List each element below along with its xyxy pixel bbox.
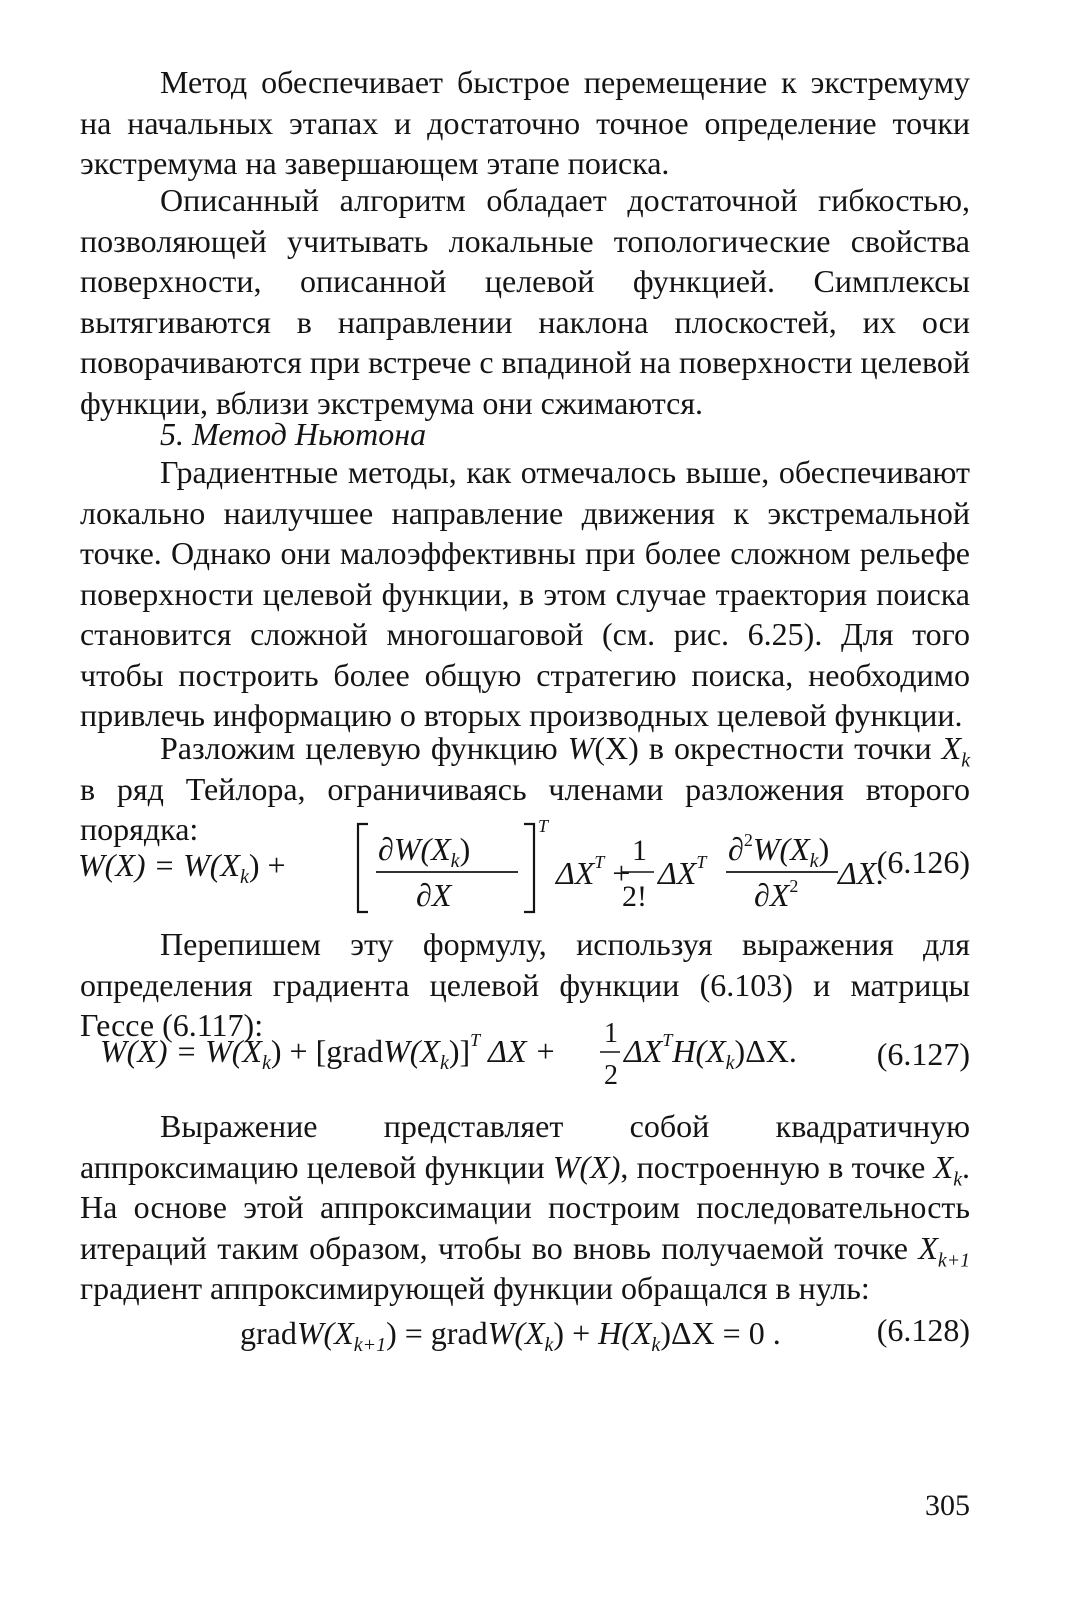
p6-point2-sub: k+1 — [937, 1248, 970, 1271]
e128-part3: ) = grad — [386, 1315, 488, 1351]
e128-part2: W(X — [296, 1315, 354, 1351]
e127-tail: )ΔX. — [734, 1033, 797, 1069]
e126-dx: ΔX — [556, 855, 595, 891]
e127-plus: ) + [grad — [270, 1033, 384, 1069]
svg-text:W(X) = W(Xk) + — [78, 847, 286, 888]
e128-sub1: k+1 — [353, 1334, 387, 1356]
paragraph-6 — [80, 1106, 970, 1309]
e127-dx-T: T — [662, 1030, 673, 1050]
svg-text:∂X2 — [754, 876, 798, 913]
svg-text:gradW(Xk+1) = gradW(Xk) + H(Xk — [240, 1315, 781, 1356]
e127-close: )] — [448, 1033, 471, 1069]
e127-gradw: W(X — [383, 1033, 440, 1069]
e126-half-den: 2! — [622, 880, 647, 913]
p6-after: градиент аппроксимирующей функции обращался в нуль: — [80, 1270, 870, 1306]
e127-mid: ΔX + — [480, 1033, 557, 1069]
paragraph-2: Описанный алгоритм обладает достаточной гибкостью, позволяющей учитывать локальные топологические свойства поверхности, описанной целевой функцией. Симплексы вытягиваются в направлении наклона плоскостей, их оси поворачиваются при встрече с впадиной на поверхности целевой функции, вблизи экстремума они сжимаются. — [80, 182, 970, 421]
e127-T: T — [470, 1030, 481, 1050]
e126-second-k: k — [809, 850, 819, 872]
svg-text:∂2W(Xk): $\partial^2W(X_k)$ — [728, 830, 830, 872]
e127-half-num: 1 — [604, 1018, 618, 1049]
e126-k: k — [239, 866, 249, 888]
e128-part1: grad — [240, 1315, 297, 1351]
e126-dx2-T: T — [696, 852, 707, 872]
equation-6-127 — [100, 1012, 820, 1092]
e128-part4: W(X — [487, 1315, 545, 1351]
e126-num: ∂W(X — [378, 831, 451, 867]
e126-left-bracket — [358, 824, 368, 912]
page-number: 305 — [925, 1489, 970, 1522]
e127-k2: k — [439, 1052, 449, 1074]
equation-number-6-127: (6.127) — [876, 1036, 970, 1072]
p6-point-sub: k — [953, 1167, 963, 1190]
e126-right-bracket — [524, 824, 534, 912]
e126-den: ∂X — [416, 877, 452, 913]
equation-6-126 — [78, 818, 838, 918]
e126-plus: ) + — [248, 847, 286, 883]
e127-half-den: 2 — [604, 1060, 618, 1091]
svg-text:W(X) = W(Xk) + [gradW(Xk)]T ΔX — [100, 1030, 556, 1074]
e126-second-rest: W(X — [752, 831, 810, 867]
p4-func-arg: (X) — [594, 730, 639, 766]
p4-point-sub: k — [961, 749, 971, 772]
svg-text:ΔXT +: $\Delta X^T$ + — [556, 852, 631, 891]
p4-point: X — [941, 730, 962, 766]
svg-text:∂W(Xk) — [378, 831, 470, 872]
p6-middle: , построенную в точке — [620, 1148, 934, 1185]
e126-dx2: ΔX — [658, 855, 697, 891]
p6-middle2: . На основе этой аппроксимации построим последовательность итераций таким образом, чтобы во вновь получаемой точке — [80, 1148, 971, 1266]
e127-dx: ΔX — [624, 1033, 663, 1069]
e127-h: H(X — [672, 1033, 726, 1069]
e126-half-num: 1 — [632, 834, 647, 867]
e126-tail-wrap — [838, 818, 885, 918]
e126-bracket-T: T — [538, 816, 549, 836]
e128-sub2: k — [544, 1334, 554, 1356]
e126-second-sq: 2 — [743, 830, 753, 850]
p6-before: Выражение представляет собой квадратичную аппроксимацию целевой функции — [80, 1108, 970, 1185]
section-heading: 5. Метод Ньютона — [160, 416, 427, 452]
paragraph-1: Метод обеспечивает быстрое перемещение к экстремуму на начальных этапах и достаточно точное определение точки экстремума на завершающем этапе поиска. — [80, 64, 970, 181]
e127-h-k: k — [725, 1052, 735, 1074]
e126-tail: ΔX. — [838, 855, 885, 891]
p6-func: W(X) — [552, 1148, 621, 1185]
e128-part7: )ΔX = 0 . — [660, 1315, 781, 1351]
e126-num-close: ) — [459, 831, 471, 867]
e126-dx-T: T — [594, 852, 605, 872]
p4-middle: в окрестности точки — [638, 730, 942, 766]
e128-part5: ) + — [553, 1315, 599, 1351]
equation-number-6-126: (6.126) — [876, 844, 970, 880]
p6-point: X — [933, 1148, 954, 1185]
paragraph-3: Градиентные методы, как отмечалось выше, обеспечивают локально наилучшее направление движения к экстремальной точке. Однако они малоэффективны при более сложном рельефе поверхности целевой функции, в этом случае траектория поиска становится сложной многошаговой (см. рис. 6.25). Для того чтобы построить более общую стратегию поиска, необходимо привлечь информацию о вторых производных целевой функции. — [80, 454, 970, 733]
svg-text:ΔXTH(Xk)ΔX. — [622, 1030, 797, 1074]
equation-number-6-128: (6.128) — [876, 1312, 970, 1348]
equation-6-128 — [240, 1302, 840, 1362]
p4-func: W — [567, 730, 595, 766]
p4-before: Разложим целевую функцию — [160, 730, 568, 766]
e126-second-den-sq: 2 — [789, 876, 799, 896]
e128-sub3: k — [651, 1334, 661, 1356]
e126-second-d: ∂ — [728, 831, 744, 867]
paragraph-5: Перепишем эту формулу, используя выражения для определения градиента целевой функции (6.103) и матрицы Гессе (6.117): — [80, 926, 970, 1043]
e127-k: k — [261, 1052, 271, 1074]
e127-lhs: W(X) = W(X — [100, 1033, 262, 1069]
p6-point2: X — [918, 1229, 938, 1266]
p4-after: в ряд Тейлора, ограничиваясь членами разложения второго порядка: — [80, 770, 970, 847]
e126-num-k: k — [450, 850, 460, 872]
svg-text:ΔXT — [656, 852, 708, 891]
e126-lhs: W(X) = W(X — [78, 847, 240, 883]
e128-part6: H(X — [598, 1315, 652, 1351]
e126-second-den: ∂X — [754, 877, 790, 913]
